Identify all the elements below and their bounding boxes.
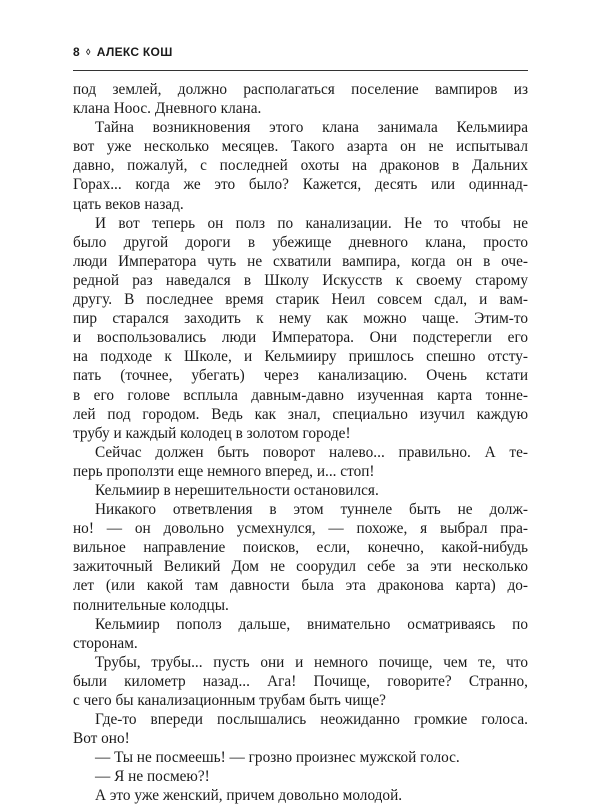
text-line: Кельмиир в нерешительности остановился. — [95, 481, 379, 499]
text-line: лей под городом. Ведь как знал, специально изучил каждую — [73, 405, 528, 423]
text-line: полнительные колодцы. — [73, 596, 229, 614]
text-line: Где-то впереди послышались неожиданно громкие голоса. — [95, 711, 528, 729]
text-line: — Я не посмею?! — [95, 768, 210, 786]
text-line: Трубы, трубы... пусть они и немного почище, чем те, что — [95, 653, 528, 671]
page-number: 8 — [73, 45, 80, 59]
text-line: вильное направление поисков, если, конечно, какой-нибудь — [73, 539, 528, 557]
running-head — [73, 40, 528, 64]
diamond-separator-icon: ◊ — [85, 47, 91, 57]
text-line: зажиточный Великий Дом не соорудил себе за эти несколько — [73, 558, 528, 576]
text-line: лет (или какой там давности была эта драконова карта) до- — [73, 577, 528, 595]
text-line: сторонам. — [73, 634, 138, 652]
text-line: другу. В последнее время старик Неил совсем сдал, и вам- — [73, 291, 528, 309]
text-line: в его голове всплыла давным-давно изученная карта тонне- — [73, 386, 528, 404]
text-line: И вот теперь он полз по канализации. Не то чтобы не — [95, 214, 528, 232]
header-rule — [73, 70, 528, 71]
text-line: перь проползти еще немного вперед, и... стоп! — [73, 462, 375, 480]
text-line: вот уже несколько месяцев. Такого азарта он не испытывал — [73, 138, 528, 156]
text-line: редной раз наведался в Школу Искусств к своему старому — [73, 271, 528, 289]
text-line: было другой дороги в убежище дневного клана, просто — [73, 233, 528, 251]
text-line: давно, пожалуй, с последней охоты на драконов в Дальних — [73, 157, 528, 175]
text-line: и воспользовались люди Императора. Они подстерегли его — [73, 329, 528, 347]
text-line: но! — он довольно усмехнулся, — похоже, я выбрал пра- — [73, 520, 528, 538]
text-line: — Ты не посмеешь! — грозно произнес мужской голос. — [95, 749, 460, 767]
text-line: на подходе к Школе, и Кельмииру пришлось спешно отсту- — [73, 348, 528, 366]
text-line: с чего бы канализационным трубам быть чище? — [73, 692, 386, 709]
text-line: люди Императора чуть не схватили вампира, когда он в оче- — [73, 252, 528, 270]
text-line: Тайна возникновения этого клана занимала Кельмиира — [95, 119, 528, 137]
text-line: под землей, должно располагаться поселение вампиров из — [73, 81, 528, 98]
text-line: пир старался заходить к нему как можно чаще. Этим-то — [73, 310, 528, 328]
text-line: Горах... когда же это было? Кажется, десять или одиннад- — [73, 176, 528, 194]
text-line: Кельмиир пополз дальше, внимательно осматриваясь по — [95, 615, 528, 633]
body-text — [73, 80, 528, 806]
text-line: Никакого ответвления в этом туннеле быть не долж- — [95, 501, 528, 519]
text-line: цать веков назад. — [73, 195, 184, 213]
text-line: Сейчас должен быть поворот налево... правильно. А те- — [95, 443, 528, 461]
text-line: Вот оно! — [73, 730, 130, 748]
text-line: А это уже женский, причем довольно молодой. — [95, 787, 403, 805]
text-line: клана Ноос. Дневного клана. — [73, 100, 262, 118]
text-line: пать (точнее, убегать) через канализацию. Очень кстати — [73, 367, 528, 385]
text-line: были километр назад... Ага! Почище, говорите? Странно, — [73, 672, 528, 690]
text-line: трубу и каждый колодец в золотом городе! — [73, 424, 351, 442]
author-name: АЛЕКС КОШ — [96, 45, 173, 59]
